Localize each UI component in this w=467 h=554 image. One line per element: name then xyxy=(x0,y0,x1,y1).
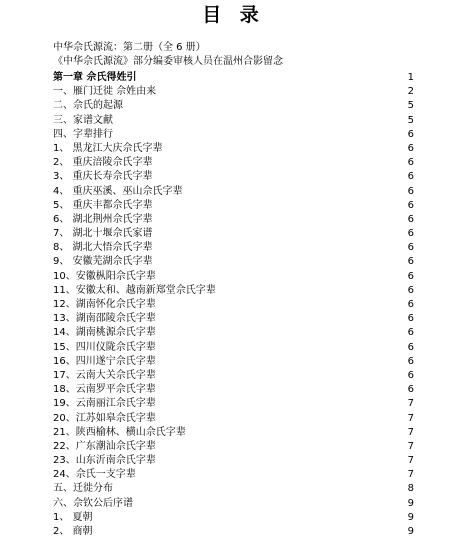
toc-entry-label: 10、安徽枞阳佘氏字辈 xyxy=(53,270,156,282)
toc-list xyxy=(53,71,414,539)
toc-entry[interactable] xyxy=(53,270,414,284)
toc-entry-label: 9、 安徽芜湖佘氏字辈 xyxy=(53,256,153,268)
toc-chapter-entry[interactable] xyxy=(53,71,414,85)
toc-entry-page-number: 6 xyxy=(407,242,414,254)
toc-entry[interactable] xyxy=(53,326,414,340)
toc-entry[interactable] xyxy=(53,284,414,298)
toc-entry-label: 7、 湖北十堰佘氏家谱 xyxy=(53,228,153,240)
toc-entry-page-number: 6 xyxy=(407,369,414,381)
toc-entry-page-number: 6 xyxy=(407,384,414,396)
toc-entry-label: 1、 夏朝 xyxy=(53,511,93,523)
toc-entry[interactable] xyxy=(53,412,414,426)
toc-entry[interactable] xyxy=(53,298,414,312)
toc-entry[interactable] xyxy=(53,156,414,170)
toc-entry[interactable] xyxy=(53,241,414,255)
toc-entry-label: 2、 重庆涪陵佘氏字辈 xyxy=(53,157,153,169)
toc-entry-page-number: 6 xyxy=(407,299,414,310)
toc-entry-label: 二、佘氏的起源 xyxy=(53,100,123,112)
toc-entry-label: 4、 重庆巫溪、巫山佘氏字辈 xyxy=(53,185,183,197)
toc-entry[interactable] xyxy=(53,227,414,241)
toc-entry[interactable] xyxy=(53,142,414,156)
toc-entry-page-number: 5 xyxy=(407,100,414,112)
toc-entry-page-number: 7 xyxy=(407,426,414,438)
toc-entry-page-number: 6 xyxy=(407,185,414,197)
toc-entry-label: 1、 黑龙江大庆佘氏字辈 xyxy=(53,142,163,154)
toc-entry[interactable] xyxy=(53,312,414,326)
toc-entry-label: 16、四川遂宁佘氏字辈 xyxy=(53,355,156,367)
toc-entry-label: 11、安徽太和、越南新郑堂佘氏字辈 xyxy=(53,284,216,296)
toc-entry-page-number: 7 xyxy=(407,455,414,467)
toc-entry[interactable] xyxy=(53,511,414,525)
toc-entry-label: 五、迁徙分布 xyxy=(53,483,113,495)
toc-entry[interactable] xyxy=(53,426,414,440)
toc-entry[interactable] xyxy=(53,85,414,99)
toc-entry-page-number: 6 xyxy=(407,355,414,367)
toc-entry-label: 17、云南大关佘氏字辈 xyxy=(53,369,156,381)
toc-entry[interactable] xyxy=(53,397,414,411)
toc-entry-page-number: 6 xyxy=(407,341,414,353)
toc-entry[interactable] xyxy=(53,482,414,496)
toc-entry-page-number: 6 xyxy=(407,256,414,268)
toc-entry-label: 21、陕西榆林、横山佘氏字辈 xyxy=(53,426,186,438)
toc-entry-label: 四、字辈排行 xyxy=(53,128,113,140)
subtitle-photo-caption: 《中华佘氏源流》部分编委审核人员在温州合影留念 xyxy=(53,56,283,67)
toc-entry-label: 12、湖南怀化佘氏字辈 xyxy=(53,299,156,310)
toc-entry-label: 23、山东沂南佘氏字辈 xyxy=(53,455,156,467)
toc-entry-label: 三、家谱文献 xyxy=(53,114,113,126)
toc-entry[interactable] xyxy=(53,525,414,539)
toc-entry-label: 20、江苏如皋佘氏字辈 xyxy=(53,412,156,424)
toc-entry[interactable] xyxy=(53,369,414,383)
toc-entry[interactable] xyxy=(53,383,414,397)
toc-entry-page-number: 6 xyxy=(407,213,414,225)
toc-entry-page-number: 9 xyxy=(407,497,414,509)
toc-entry[interactable] xyxy=(53,454,414,468)
subtitle-volume: 中华佘氏源流：第二册（全 6 册） xyxy=(53,42,206,53)
toc-entry-page-number: 9 xyxy=(407,511,414,523)
toc-entry-label: 3、 重庆长寿佘氏字辈 xyxy=(53,171,153,183)
toc-entry[interactable] xyxy=(53,255,414,269)
toc-entry-label: 一、雁门迁徙 佘姓由来 xyxy=(53,86,157,98)
toc-entry[interactable] xyxy=(53,213,414,227)
toc-entry-page-number: 7 xyxy=(407,398,414,410)
page-title: 目 录 xyxy=(202,4,265,26)
toc-entry-label: 18、云南罗平佘氏字辈 xyxy=(53,384,156,396)
toc-entry[interactable] xyxy=(53,468,414,482)
toc-entry-label: 六、佘钦公后序谱 xyxy=(53,497,133,509)
toc-entry-label: 24、佘氏一支字辈 xyxy=(53,469,136,481)
toc-entry-page-number: 7 xyxy=(407,440,414,452)
toc-entry-label: 5、 重庆丰都佘氏字辈 xyxy=(53,199,153,211)
toc-entry-page-number: 7 xyxy=(407,412,414,424)
toc-entry-page-number: 6 xyxy=(407,128,414,140)
toc-entry-page-number: 6 xyxy=(407,142,414,154)
toc-entry[interactable] xyxy=(53,440,414,454)
toc-entry-page-number: 6 xyxy=(407,327,414,339)
toc-entry-label: 15、四川仪陇佘氏字辈 xyxy=(53,341,156,353)
toc-entry-page-number: 7 xyxy=(407,469,414,481)
toc-entry[interactable] xyxy=(53,497,414,511)
toc-entry-page-number: 9 xyxy=(407,526,414,537)
toc-entry-label: 14、湖南桃源佘氏字辈 xyxy=(53,327,156,339)
toc-entry-page-number: 1 xyxy=(407,72,414,83)
toc-entry[interactable] xyxy=(53,114,414,128)
toc-entry[interactable] xyxy=(53,99,414,113)
toc-entry-page-number: 6 xyxy=(407,228,414,240)
toc-entry-page-number: 6 xyxy=(407,199,414,211)
toc-entry-page-number: 8 xyxy=(407,483,414,495)
toc-entry-page-number: 5 xyxy=(407,114,414,126)
toc-entry[interactable] xyxy=(53,185,414,199)
toc-entry-label: 22、广东潮汕佘氏字辈 xyxy=(53,440,156,452)
toc-entry-label: 2、 商朝 xyxy=(53,526,93,537)
toc-entry[interactable] xyxy=(53,199,414,213)
toc-entry-page-number: 6 xyxy=(407,313,414,325)
toc-entry[interactable] xyxy=(53,355,414,369)
toc-entry-page-number: 6 xyxy=(407,270,414,282)
toc-entry-label: 8、 湖北大悟佘氏字辈 xyxy=(53,242,153,254)
toc-entry-page-number: 6 xyxy=(407,157,414,169)
toc-entry[interactable] xyxy=(53,170,414,184)
toc-entry-label: 6、 湖北荆州佘氏字辈 xyxy=(53,213,153,225)
toc-entry[interactable] xyxy=(53,341,414,355)
toc-entry-page-number: 6 xyxy=(407,284,414,296)
toc-entry-label: 19、云南丽江佘氏字辈 xyxy=(53,398,156,410)
toc-entry[interactable] xyxy=(53,128,414,142)
toc-entry-page-number: 6 xyxy=(407,171,414,183)
toc-entry-label: 第一章 佘氏得姓引 xyxy=(53,72,137,83)
toc-entry-page-number: 2 xyxy=(407,86,414,98)
toc-entry-label: 13、湖南邵陵佘氏字辈 xyxy=(53,313,156,325)
